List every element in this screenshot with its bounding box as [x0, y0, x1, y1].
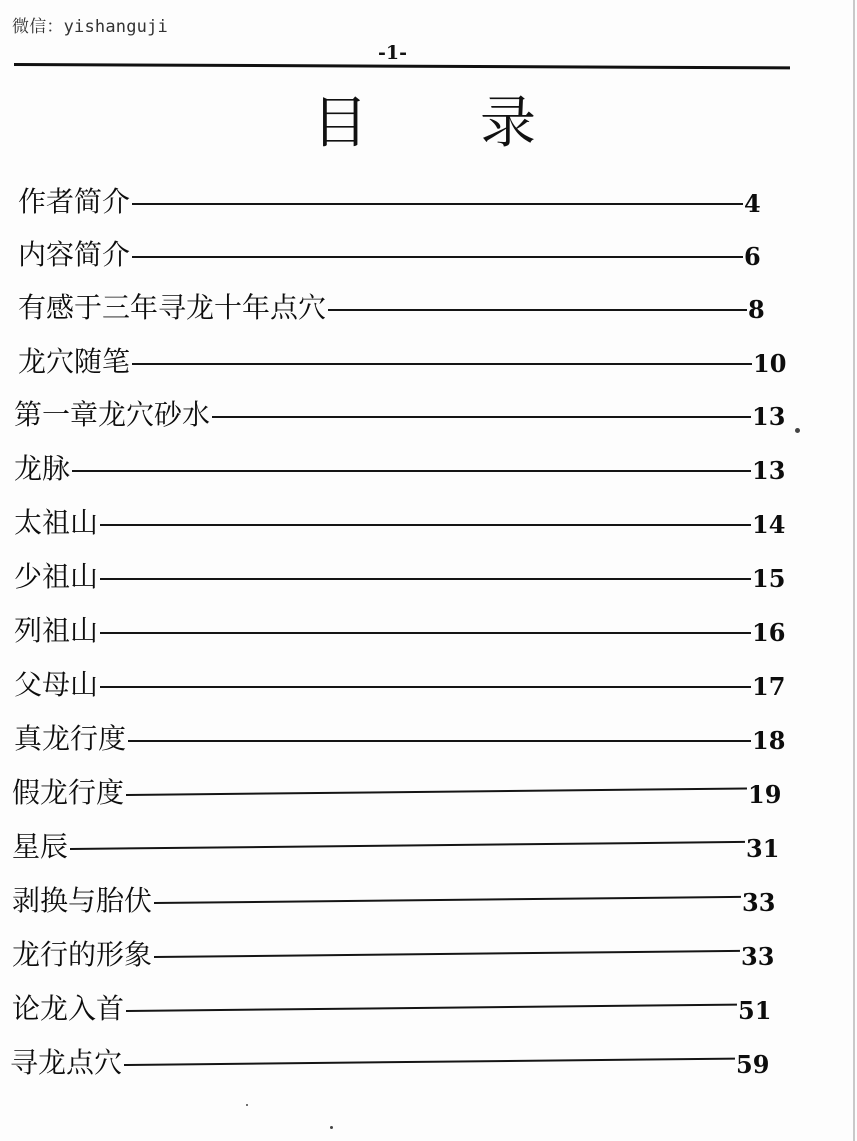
- toc-entry-page: 4: [744, 189, 761, 218]
- toc-entry-page: 10: [753, 349, 787, 378]
- toc-leader-line: [126, 1004, 737, 1012]
- toc-entry: [0, 503, 857, 543]
- toc-entry-page: 17: [752, 672, 786, 701]
- toc-entry-page: 19: [748, 780, 782, 809]
- toc-entry: [0, 182, 857, 222]
- toc-entry-title: 论龙入首: [12, 992, 125, 1025]
- toc-entry: [0, 719, 857, 759]
- scan-speck: [795, 428, 800, 433]
- toc-entry: [0, 449, 857, 489]
- toc-leader-line: [132, 203, 743, 205]
- toc-entry-page: 15: [752, 564, 786, 593]
- toc-entry-title: 列祖山: [14, 614, 99, 647]
- toc-entry-page: 51: [738, 996, 772, 1025]
- title-char-1: 目: [312, 91, 368, 156]
- toc-entry-title: 内容简介: [18, 238, 131, 271]
- toc-entry: [0, 235, 857, 275]
- header-rule: [14, 63, 790, 69]
- toc-entry: [0, 665, 857, 705]
- toc-entry-page: 33: [741, 942, 775, 971]
- toc-entry-title: 父母山: [14, 668, 99, 701]
- toc-entry-title: 剥换与胎伏: [12, 884, 153, 917]
- toc-leader-line: [154, 950, 740, 958]
- toc-entry: [0, 557, 857, 597]
- toc-entry: [0, 773, 857, 813]
- toc-leader-line: [100, 524, 751, 526]
- watermark-text: 微信：yishanguji: [12, 17, 168, 37]
- toc-entry: [0, 1043, 857, 1083]
- toc-entry-title: 龙脉: [14, 452, 71, 485]
- toc-entry-page: 59: [736, 1050, 770, 1079]
- toc-entry: [0, 288, 857, 328]
- toc-entry-title: 少祖山: [14, 560, 99, 593]
- toc-entry: [0, 611, 857, 651]
- toc-entry-title: 有感于三年寻龙十年点穴: [18, 291, 327, 324]
- toc-entry-title: 龙穴随笔: [18, 345, 131, 378]
- toc-entry-page: 31: [746, 834, 780, 863]
- title-char-2: 录: [480, 91, 536, 156]
- toc-entry-page: 8: [748, 295, 765, 324]
- page-number: -1-: [378, 42, 407, 64]
- toc-entry: [0, 395, 857, 435]
- toc-leader-line: [72, 470, 751, 472]
- toc-entry-page: 16: [752, 618, 786, 647]
- page-title: [0, 88, 857, 160]
- toc-leader-line: [154, 896, 741, 904]
- toc-entry-page: 18: [752, 726, 786, 755]
- toc-leader-line: [128, 740, 751, 742]
- toc-entry-title: 作者简介: [18, 185, 131, 218]
- scan-speck: [246, 1104, 248, 1106]
- toc-entry: [0, 989, 857, 1029]
- toc-entry: [0, 827, 857, 867]
- toc-entry-title: 寻龙点穴: [10, 1046, 123, 1079]
- toc-entry-page: 14: [752, 510, 786, 539]
- toc-leader-line: [100, 686, 751, 688]
- toc-leader-line: [124, 1058, 735, 1066]
- scan-speck: [330, 1126, 333, 1129]
- toc-leader-line: [100, 578, 751, 580]
- toc-leader-line: [126, 787, 747, 796]
- toc-entry-title: 太祖山: [14, 506, 99, 539]
- toc-entry-page: 13: [752, 402, 786, 431]
- toc-leader-line: [100, 632, 751, 634]
- toc-entry-title: 星辰: [12, 830, 69, 863]
- toc-entry-page: 13: [752, 456, 786, 485]
- toc-entry-title: 第一章龙穴砂水: [14, 398, 211, 431]
- toc-leader-line: [212, 416, 751, 418]
- toc-entry: [0, 881, 857, 921]
- toc-leader-line: [132, 363, 752, 365]
- toc-entry: [0, 342, 857, 382]
- toc-entry-title: 假龙行度: [12, 776, 125, 809]
- toc-leader-line: [132, 256, 743, 258]
- toc-entry-page: 33: [742, 888, 776, 917]
- toc-entry-page: 6: [744, 242, 761, 271]
- toc-entry-title: 龙行的形象: [12, 938, 153, 971]
- toc-entry: [0, 935, 857, 975]
- toc-leader-line: [328, 309, 747, 311]
- toc-leader-line: [70, 841, 745, 850]
- toc-entry-title: 真龙行度: [14, 722, 127, 755]
